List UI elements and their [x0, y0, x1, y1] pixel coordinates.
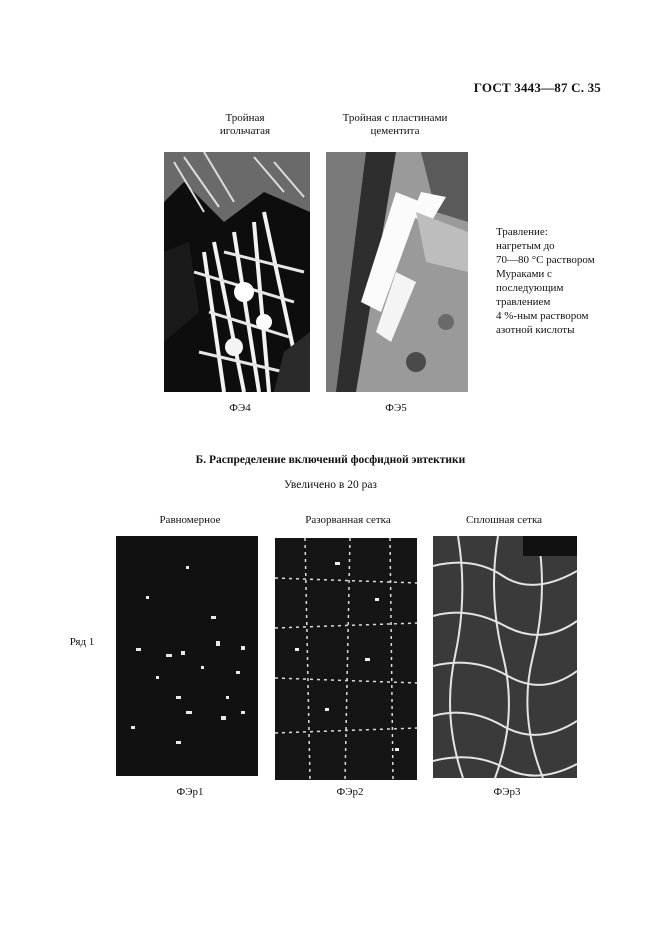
- etching-note: [496, 225, 595, 337]
- micrograph-fer2: [275, 538, 417, 780]
- etching-line: 4 %-ным раствором: [496, 310, 589, 322]
- row-label: Ряд 1: [69, 636, 95, 648]
- caption-fe5-line1: Тройная с пластинами: [342, 112, 448, 124]
- caption-fer3: Сплошная сетка: [465, 514, 543, 526]
- caption-fe5-line2: цементита: [370, 125, 420, 137]
- page-header: ГОСТ 3443—87 С. 35: [473, 80, 601, 95]
- label-fe5: ФЭ5: [385, 402, 407, 414]
- micrograph-fe5: [326, 152, 468, 392]
- label-fe4: ФЭ4: [229, 402, 251, 414]
- caption-fe4-line1: Тройная: [225, 112, 265, 124]
- etching-line: последующим: [496, 282, 564, 294]
- caption-fe4: [190, 112, 300, 138]
- caption-fer2: Разорванная сетка: [305, 514, 391, 526]
- etching-line: травлением: [496, 296, 551, 308]
- label-fer3: ФЭр3: [493, 786, 521, 798]
- caption-fe4-line2: игольчатая: [219, 125, 271, 137]
- etching-line: нагретым до: [496, 240, 555, 252]
- etching-line: Мураками с: [496, 268, 552, 280]
- micrograph-fer3: [433, 536, 577, 778]
- magnification-note: Увеличено в 20 раз: [284, 479, 377, 491]
- label-fer2: ФЭр2: [336, 786, 364, 798]
- etching-line: Травление:: [496, 226, 548, 238]
- label-fer1: ФЭр1: [176, 786, 204, 798]
- micrograph-fe4: [164, 152, 310, 392]
- caption-fer1: Равномерное: [159, 514, 221, 526]
- etching-line: азотной кислоты: [496, 324, 575, 336]
- etching-line: 70—80 °С раствором: [496, 254, 595, 266]
- micrograph-fer1: [116, 536, 258, 776]
- caption-fe5: [320, 112, 470, 138]
- section-b-title: Б. Распределение включений фосфидной эвтектики: [195, 454, 466, 466]
